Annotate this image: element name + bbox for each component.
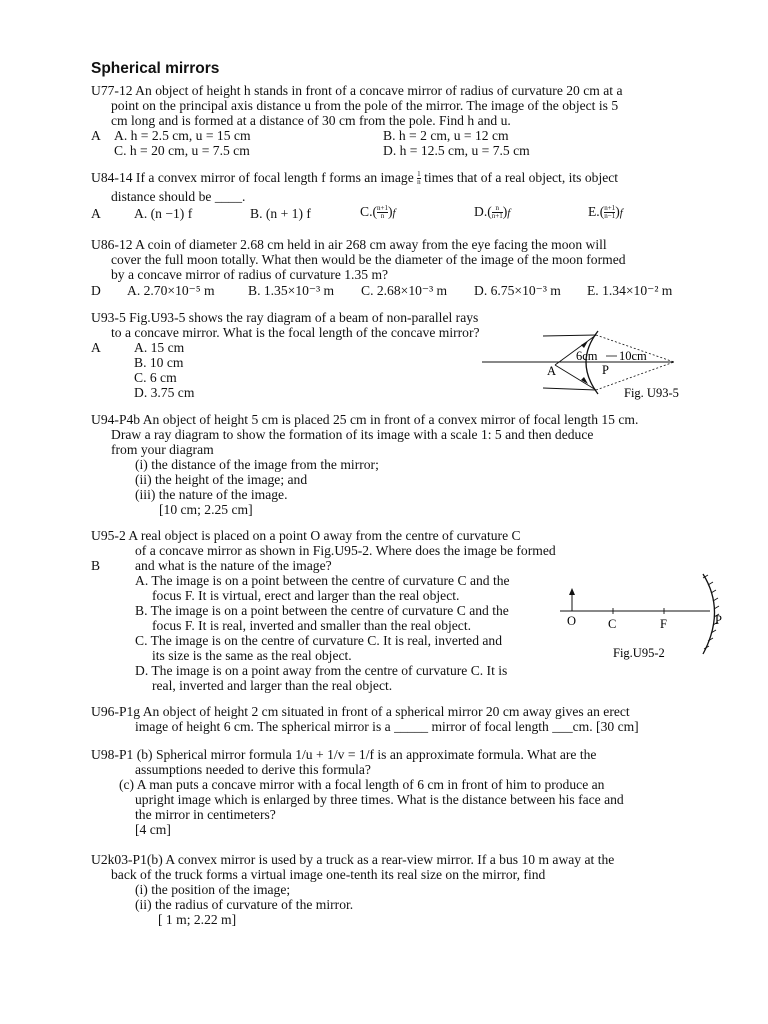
option-d: D. h = 12.5 cm, u = 7.5 cm xyxy=(383,143,530,158)
question-text-line: cm long and is formed at a distance of 30 cm from the pole. Find h and u. xyxy=(111,113,511,128)
option-d: D. 6.75×10⁻³ m xyxy=(474,283,561,298)
figure-caption: Fig. U93-5 xyxy=(624,386,679,400)
question-text-line: distance should be ____. xyxy=(111,189,246,204)
option-c-cont: its size is the same as the real object. xyxy=(152,648,352,663)
option-b-cont: focus F. It is real, inverted and smaller than the real object. xyxy=(152,618,472,633)
point-label-c: C xyxy=(608,617,617,631)
reflected-ray xyxy=(555,365,596,390)
question-u95 xyxy=(91,528,691,573)
question-text-line: of a concave mirror as shown in Fig.U95-2. Where does the image be formed xyxy=(135,543,556,558)
answer-key: A xyxy=(91,206,101,221)
fraction: $\frac{1}{n}$ xyxy=(417,170,421,187)
option-d: D. 3.75 cm xyxy=(134,385,195,400)
question-u96 xyxy=(91,704,711,734)
option-a: A. (n −1) f xyxy=(134,206,193,221)
option-a: A. 2.70×10⁻⁵ m xyxy=(127,283,215,298)
question-text-line: U86-12 A coin of diameter 2.68 cm held in air 268 cm away from the eye facing the moon will xyxy=(91,237,607,252)
option-b: B. 10 cm xyxy=(134,355,184,370)
option-b: B. The image is on a point between the centre of curvature C and the xyxy=(135,603,509,618)
question-text-line: upright image which is enlarged by three times. What is the distance between his face and xyxy=(135,792,624,807)
object-arrowhead xyxy=(569,588,575,595)
option-b: B. (n + 1) f xyxy=(250,206,311,221)
answer-text: [10 cm; 2.25 cm] xyxy=(159,502,253,517)
question-u94 xyxy=(91,412,711,517)
options-u95 xyxy=(135,573,575,693)
point-label-a: A xyxy=(547,364,557,378)
question-text-line: (iii) the nature of the image. xyxy=(135,487,288,502)
option-b: B. 1.35×10⁻³ m xyxy=(248,283,335,298)
figure-caption: Fig.U95-2 xyxy=(613,646,665,660)
question-text-line: by a concave mirror of radius of curvature 1.35 m? xyxy=(111,267,389,282)
question-text-line: (i) the distance of the image from the mirror; xyxy=(135,457,379,472)
question-text-line: to a concave mirror. What is the focal length of the concave mirror? xyxy=(111,325,480,340)
option-d: D.( $\frac{n}{n+1}$ )f xyxy=(474,204,511,221)
question-u86 xyxy=(91,237,691,282)
question-text-line: U2k03-P1(b) A convex mirror is used by a truck as a rear-view mirror. If a bus 10 m away at the xyxy=(91,852,615,867)
option-c: C. The image is on the centre of curvature C. It is real, inverted and xyxy=(135,633,503,648)
ray-arrowhead xyxy=(581,341,588,348)
option-d-cont: real, inverted and larger than the real object. xyxy=(152,678,393,693)
option-c: C.( $\frac{n+1}{n}$ )f xyxy=(360,204,396,221)
point-label-o: O xyxy=(567,614,577,628)
question-text: times that of a real object, its object xyxy=(424,170,619,185)
question-text: U84-14 If a convex mirror of focal length f forms an image xyxy=(91,170,414,185)
option-e: E. 1.34×10⁻² m xyxy=(587,283,673,298)
option-a: A. h = 2.5 cm, u = 15 cm xyxy=(114,128,251,143)
option-c: C. 6 cm xyxy=(134,370,177,385)
incident-ray xyxy=(543,335,596,336)
question-u2k03 xyxy=(91,852,711,927)
option-a-cont: focus F. It is virtual, erect and larger than the real object. xyxy=(152,588,460,603)
option-b: B. h = 2 cm, u = 12 cm xyxy=(383,128,509,143)
question-u77 xyxy=(91,83,691,128)
point-label-p: P xyxy=(602,363,609,377)
figure-u93-5 xyxy=(478,328,698,403)
answer-key: A xyxy=(91,128,101,143)
answer-key: A xyxy=(91,340,101,355)
question-text-line: (i) the position of the image; xyxy=(135,882,291,897)
concave-mirror-arc xyxy=(703,574,715,654)
question-u84-line xyxy=(91,170,618,186)
question-text-line: back of the truck forms a virtual image one-tenth its real size on the mirror, find xyxy=(111,867,546,882)
section-title: Spherical mirrors xyxy=(91,60,220,77)
option-e: E.( $\frac{n+1}{n-1}$ )f xyxy=(588,204,623,221)
question-text-line: U94-P4b An object of height 5 cm is placed 25 cm in front of a convex mirror of focal length 15 cm. xyxy=(91,412,639,427)
point-label-p: P xyxy=(715,613,722,627)
question-text-line: (ii) the height of the image; and xyxy=(135,472,308,487)
question-text-line: U96-P1g An object of height 2 cm situated in front of a spherical mirror 20 cm away gives an erect xyxy=(91,704,630,719)
question-text-line: (ii) the radius of curvature of the mirror. xyxy=(135,897,354,912)
question-text-line: (c) A man puts a concave mirror with a focal length of 6 cm in front of him to produce an xyxy=(119,777,605,792)
question-text-line: from your diagram xyxy=(111,442,214,457)
answer-text: [4 cm] xyxy=(135,822,171,837)
point-label-f: F xyxy=(660,617,667,631)
answer-key: D xyxy=(91,283,101,298)
question-text-line: and what is the nature of the image? xyxy=(135,558,332,573)
mirror-hatching xyxy=(703,575,719,649)
answer-text: [ 1 m; 2.22 m] xyxy=(158,912,237,927)
distance-label-6cm: 6cm xyxy=(576,349,598,363)
question-text-line: the mirror in centimeters? xyxy=(135,807,276,822)
question-text-line: U95-2 A real object is placed on a point O away from the centre of curvature C xyxy=(91,528,521,543)
option-a: A. 15 cm xyxy=(134,340,185,355)
figure-u95-2 xyxy=(560,570,735,665)
question-text-line: point on the principal axis distance u from the pole of the mirror. The image of the object is 5 xyxy=(111,98,619,113)
incident-ray xyxy=(543,388,596,390)
distance-label-10cm: 10cm xyxy=(619,349,647,363)
option-c: C. 2.68×10⁻³ m xyxy=(361,283,448,298)
question-text-line: U98-P1 (b) Spherical mirror formula 1/u + 1/v = 1/f is an approximate formula. What are the xyxy=(91,747,597,762)
option-c: C. h = 20 cm, u = 7.5 cm xyxy=(114,143,250,158)
question-text-line: Draw a ray diagram to show the formation of its image with a scale 1: 5 and then deduce xyxy=(111,427,594,442)
question-text-line: assumptions needed to derive this formula? xyxy=(135,762,371,777)
question-u98 xyxy=(91,747,711,837)
answer-key: B xyxy=(91,558,101,573)
question-text-line: image of height 6 cm. The spherical mirror is a _____ mirror of focal length ___cm. [30 cm] xyxy=(135,719,639,734)
option-a: A. The image is on a point between the centre of curvature C and the xyxy=(135,573,510,588)
option-d: D. The image is on a point away from the centre of curvature C. It is xyxy=(135,663,508,678)
question-text-line: cover the full moon totally. What then would be the diameter of the image of the moon formed xyxy=(111,252,626,267)
question-text-line: U77-12 An object of height h stands in front of a concave mirror of radius of curvature 20 cm at a xyxy=(91,83,623,98)
question-text-line: U93-5 Fig.U93-5 shows the ray diagram of a beam of non-parallel rays xyxy=(91,310,479,325)
